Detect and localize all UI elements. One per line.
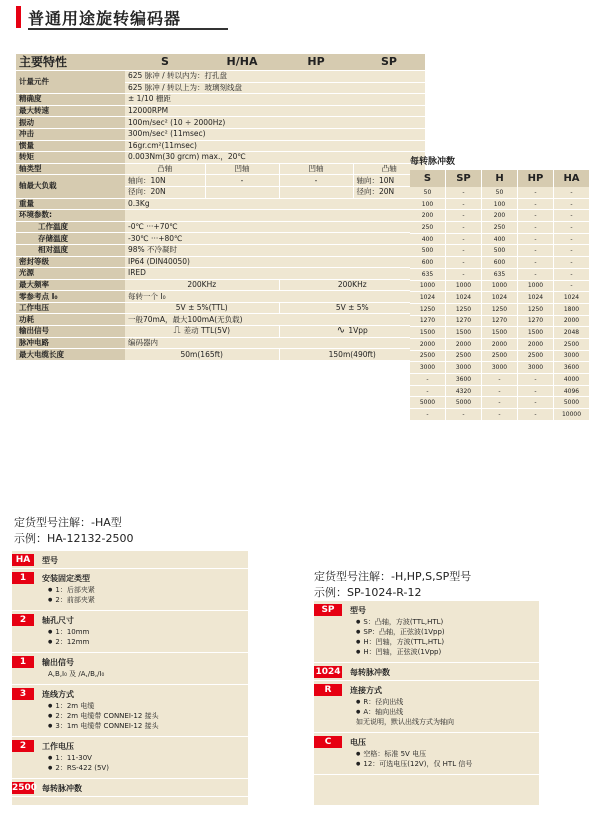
pulse-cell: 2000 [482,338,518,350]
spec-label: 工作温度 [16,221,125,233]
spec-value: 16gr.cm²(11msec) [125,140,425,152]
spec-table [16,54,425,361]
spec-value [279,302,425,314]
spec-row [16,233,425,245]
spec-label: 惯量 [16,140,125,152]
spec-label: 最大电缆长度 [16,349,125,361]
code-badge: SP [314,604,342,616]
pulse-cell: 2048 [554,327,590,339]
pulse-row [410,327,590,339]
order-item [314,602,539,663]
spec-row [16,302,425,314]
spec-label: 轴最大负载 [16,175,125,198]
pulse-cell: - [446,187,482,198]
spec-header-3: HP [279,54,353,71]
spec-value: ± 1/10 栅距 [125,94,425,106]
spec-label: 最大转速 [16,105,125,117]
spec-value: 凸轴 [125,163,205,175]
pulse-cell: - [554,222,590,234]
pulse-cell: - [518,222,554,234]
pulse-cell: 5000 [410,397,446,409]
pulse-cell: 3000 [482,362,518,374]
pulse-cell: 5000 [554,397,590,409]
spec-value: -0℃ ···+70℃ [125,221,425,233]
spec-value-text: 150m(490ft) [328,349,376,359]
item-line: 如无说明，默认出线方式为轴向 [356,718,454,726]
pulse-cell: 1000 [518,280,554,292]
spec-row [16,152,425,164]
spec-value: 625 脉冲 / 转以内为：打孔盘 [125,71,425,83]
pulse-cell: 1024 [446,292,482,304]
pulse-cell: - [482,397,518,409]
spec-value [205,186,279,198]
pulse-cell: 1000 [482,280,518,292]
spec-row [16,163,425,175]
pulse-cell: - [554,280,590,292]
spec-header-4: SP [353,54,425,71]
item-line: ● A：轴向出线 [356,707,403,718]
pulse-cell: 1800 [554,303,590,315]
item-line: ● 2：RS-422 (5V) [48,763,109,774]
code-badge: 1024 [315,667,341,677]
pulse-cell: - [554,210,590,222]
item-line: ● S：凸轴，方波(TTL,HTL) [356,617,443,628]
spec-label: 功耗 [16,314,125,326]
spec-row [16,268,425,280]
pulse-row [410,198,590,210]
order-item [314,682,539,733]
pulse-cell: 1500 [446,327,482,339]
item-title: 每转脉冲数 [350,668,390,677]
pulse-cell: - [518,268,554,280]
pulse-cell: - [482,385,518,397]
spec-value [279,326,425,338]
spec-label: 计量元件 [16,71,125,94]
pulse-cell: 400 [410,233,446,245]
spec-value: - [205,175,279,187]
pulse-row [410,210,590,222]
pulse-cell: 400 [482,233,518,245]
spec-value: 100m/sec² (10 ÷ 2000Hz) [125,117,425,129]
spec-value: 12000RPM [125,105,425,117]
spec-value-text: 200KHz [187,279,217,289]
pulse-row [410,315,590,327]
spec-label: 输出信号 [16,326,125,338]
pulse-cell: 2500 [554,338,590,350]
pulse-cell: 2500 [482,350,518,362]
code-badge: 2 [12,740,34,752]
spec-value: 轴向：10N [125,175,205,187]
spec-value [125,302,279,314]
pulse-cell: - [518,198,554,210]
pulse-cell: 250 [410,222,446,234]
sine-wave-icon: ∿ [336,325,349,337]
spec-row [16,71,425,83]
spec-value: IP64 (DIN40050) [125,256,425,268]
spec-row [16,337,425,349]
pulse-cell: - [554,268,590,280]
pulse-cell: 10000 [554,409,590,421]
pulse-cell: 1024 [518,292,554,304]
pulse-cell: 3000 [518,362,554,374]
order-item [12,552,248,569]
spec-row [16,105,425,117]
spec-row [16,198,425,210]
code-badge: 1 [12,572,34,584]
code-badge: 2 [12,614,34,626]
item-line: ● 2：2m 电缆带 CONNEI-12 接头 [48,711,159,722]
spec-label: 转矩 [16,152,125,164]
pulse-cell: - [446,257,482,269]
pulse-table [410,170,590,421]
pulse-cell: - [482,409,518,421]
pulse-cell: - [554,233,590,245]
spec-value-text: 50m(165ft) [180,349,223,359]
pulse-cell: - [518,385,554,397]
pulse-header-row [410,170,590,187]
order-sp-block [314,601,539,805]
pulse-cell: - [410,409,446,421]
pulse-header-0: S [410,170,446,187]
pulse-row [410,409,590,421]
item-title: 型号 [350,606,366,615]
pulse-cell: 1250 [410,303,446,315]
pulse-cell: 3000 [446,362,482,374]
pulse-cell: 2500 [518,350,554,362]
pulse-cell: - [446,409,482,421]
pulse-cell: - [446,245,482,257]
code-badge: 1 [12,656,34,668]
spec-value: 编码器内 [125,337,425,349]
spec-value-text: 5V ± 5%(TTL) [175,303,228,313]
spec-row [16,291,425,303]
pulse-cell: 1270 [446,315,482,327]
pulse-row [410,385,590,397]
square-wave-icon: ⎍ [173,325,184,337]
pulse-cell: 1024 [410,292,446,304]
item-line: A,B,I₀ 及 /A,/B,/I₀ [48,670,105,678]
order-item [12,738,248,779]
spec-value-text: 差动 TTL(5V) [183,326,231,336]
spec-value [125,326,279,338]
spec-row [16,244,425,256]
item-line: ● H：凹轴，方波(TTL,HTL) [356,637,444,648]
pulse-cell: - [446,198,482,210]
spec-label: 振动 [16,117,125,129]
spec-value: 98% 不冷凝时 [125,244,425,256]
pulse-cell: 4000 [554,374,590,386]
code-badge: R [314,684,342,696]
pulse-cell: - [518,187,554,198]
item-title: 电压 [350,738,366,747]
order-item [12,570,248,611]
pulse-cell: 1270 [482,315,518,327]
spec-value [125,279,279,291]
pulse-cell: 2500 [410,350,446,362]
pulse-header-2: H [482,170,518,187]
item-line: ● SP：凸轴，正弦波(1Vpp) [356,627,445,638]
pulse-cell: - [518,233,554,245]
spec-label: 冲击 [16,128,125,140]
spec-value: 轴向：10N [353,175,425,187]
spec-value: 625 脉冲 / 转以上为：玻璃刻线盘 [125,82,425,94]
pulse-cell: 4096 [554,385,590,397]
code-badge: C [314,736,342,748]
spec-value [279,349,425,361]
pulse-header-1: SP [446,170,482,187]
order-item [12,654,248,685]
spec-value: 凹轴 [205,163,279,175]
item-line: ● R：径向出线 [356,697,403,708]
item-line: ● 3：1m 电缆带 CONNEI-12 接头 [48,721,159,732]
item-title: 输出信号 [42,658,74,667]
pulse-cell: 500 [482,245,518,257]
order-item [12,612,248,653]
title-underline [28,28,228,30]
pulse-row [410,257,590,269]
pulse-cell: 3600 [446,374,482,386]
spec-value: 径向：20N [353,186,425,198]
pulse-cell: 1270 [410,315,446,327]
spec-value: 径向：20N [125,186,205,198]
item-line: ● 2：前部夹紧 [48,595,95,606]
spec-label: 密封等级 [16,256,125,268]
pulse-row [410,338,590,350]
pulse-cell: 1024 [482,292,518,304]
pulse-cell: 1270 [518,315,554,327]
pulse-cell: 3600 [554,362,590,374]
item-title: 连接方式 [350,686,382,695]
pulse-cell: - [446,268,482,280]
spec-row [16,175,425,187]
spec-value [125,210,425,222]
pulse-row [410,350,590,362]
pulse-row [410,292,590,304]
page-title-block [16,6,236,28]
spec-label: 脉冲电路 [16,337,125,349]
spec-value: 一般70mA，最大100mA(无负载) [125,314,425,326]
spec-value: 0.3Kg [125,198,425,210]
order-ha-example: 示例：HA-12132-2500 [14,532,134,545]
spec-label: 存储温度 [16,233,125,245]
spec-header-0: 主要特性 [16,54,125,71]
order-item [12,780,248,797]
pulse-cell: 1250 [446,303,482,315]
spec-row [16,221,425,233]
spec-label: 精确度 [16,94,125,106]
pulse-cell: 500 [410,245,446,257]
spec-label: 相对温度 [16,244,125,256]
order-item [314,664,539,681]
pulse-cell: 1500 [482,327,518,339]
pulse-cell: 1250 [518,303,554,315]
spec-row [16,128,425,140]
title-accent-bar [16,6,21,28]
spec-value: 每转一个 I₀ [125,291,425,303]
pulse-cell: 50 [482,187,518,198]
pulse-row [410,233,590,245]
spec-row [16,279,425,291]
pulse-cell: 2000 [518,338,554,350]
pulse-row [410,362,590,374]
pulse-cell: 3000 [410,362,446,374]
pulse-cell: 2000 [554,315,590,327]
spec-label: 重量 [16,198,125,210]
spec-value [125,349,279,361]
pulse-cell: - [554,245,590,257]
pulse-table-title: 每转脉冲数 [410,157,456,167]
pulse-cell: 1000 [410,280,446,292]
pulse-cell: 600 [482,257,518,269]
spec-value: -30℃ ···+80℃ [125,233,425,245]
pulse-cell: - [518,245,554,257]
pulse-cell: - [554,187,590,198]
pulse-cell: 635 [482,268,518,280]
spec-value: 凸轴 [353,163,425,175]
pulse-cell: 200 [482,210,518,222]
pulse-cell: 1000 [446,280,482,292]
item-title: 工作电压 [42,742,74,751]
pulse-cell: - [518,210,554,222]
pulse-row [410,222,590,234]
order-item [12,686,248,737]
pulse-cell: - [482,374,518,386]
order-sp-example: 示例：SP-1024-R-12 [314,586,422,599]
pulse-row [410,245,590,257]
pulse-cell: 100 [410,198,446,210]
item-line: ● 1：11-30V [48,753,92,764]
spec-value-text: 1Vpp [348,326,368,336]
spec-row [16,117,425,129]
spec-label: 最大频率 [16,279,125,291]
spec-row [16,349,425,361]
spec-label: 零参考点 I₀ [16,291,125,303]
code-badge: 2500 [12,783,38,793]
pulse-row [410,303,590,315]
order-sp-heading: 定货型号注解：-H,HP,S,SP型号 [314,570,472,583]
spec-row [16,140,425,152]
pulse-cell: 50 [410,187,446,198]
item-title: 安装固定类型 [42,574,90,583]
spec-row [16,326,425,338]
pulse-row [410,268,590,280]
item-title: 连线方式 [42,690,74,699]
item-line: ● 1：10mm [48,627,89,638]
spec-value: IRED [125,268,425,280]
item-line: ● 1：2m 电缆 [48,701,94,712]
spec-row [16,314,425,326]
pulse-cell: - [554,257,590,269]
pulse-cell: - [518,257,554,269]
spec-label: 光源 [16,268,125,280]
pulse-cell: 2500 [446,350,482,362]
item-line: ● 1：后部夹紧 [48,585,95,596]
spec-value [279,186,353,198]
item-title: 每转脉冲数 [42,784,82,793]
pulse-cell: - [554,198,590,210]
spec-header-row [16,54,425,71]
pulse-cell: 250 [482,222,518,234]
spec-row [16,210,425,222]
item-title: 型号 [42,556,58,565]
pulse-cell: 100 [482,198,518,210]
spec-header-1: S [125,54,205,71]
pulse-cell: 3000 [554,350,590,362]
pulse-header-4: HA [554,170,590,187]
order-item [314,734,539,775]
pulse-cell: 635 [410,268,446,280]
code-badge: 3 [12,688,34,700]
spec-value: 300m/sec² (11msec) [125,128,425,140]
item-line: ● 2：12mm [48,637,89,648]
pulse-row [410,280,590,292]
item-line: ● 空格：标准 5V 电压 [356,749,426,760]
spec-header-2: H/HA [205,54,279,71]
spec-value [279,279,425,291]
item-title: 轴孔尺寸 [42,616,74,625]
spec-value-text: 200KHz [337,279,367,289]
spec-value-text: 5V ± 5% [335,303,369,313]
pulse-row [410,187,590,198]
spec-row [16,94,425,106]
pulse-header-3: HP [518,170,554,187]
pulse-cell: - [446,210,482,222]
pulse-cell: 200 [410,210,446,222]
pulse-cell: 2000 [410,338,446,350]
spec-label: 轴类型 [16,163,125,175]
pulse-cell: - [446,222,482,234]
pulse-cell: - [446,233,482,245]
pulse-cell: 1250 [482,303,518,315]
pulse-cell: - [518,397,554,409]
pulse-cell: - [410,374,446,386]
pulse-cell: - [518,374,554,386]
pulse-cell: 600 [410,257,446,269]
pulse-cell: 1500 [518,327,554,339]
pulse-row [410,397,590,409]
pulse-cell: - [518,409,554,421]
item-line: ● H：凹轴，正弦波(1Vpp) [356,647,441,658]
spec-value: 0.003Nm(30 grcm) max.，20℃ [125,152,425,164]
spec-row [16,256,425,268]
spec-value: - [279,175,353,187]
pulse-cell: 2000 [446,338,482,350]
order-ha-block [12,551,248,805]
item-line: ● 12：可选电压(12V)，仅 HTL 信号 [356,759,472,770]
code-badge: HA [12,554,34,566]
pulse-cell: - [410,385,446,397]
order-ha-heading: 定货型号注解：-HA型 [14,516,122,529]
pulse-cell: 1500 [410,327,446,339]
spec-label: 环境参数: [16,210,125,222]
spec-value: 凹轴 [279,163,353,175]
pulse-cell: 1024 [554,292,590,304]
spec-label: 工作电压 [16,302,125,314]
page-title: 普通用途旋转编码器 [28,9,182,28]
pulse-row [410,374,590,386]
pulse-cell: 5000 [446,397,482,409]
pulse-cell: 4320 [446,385,482,397]
